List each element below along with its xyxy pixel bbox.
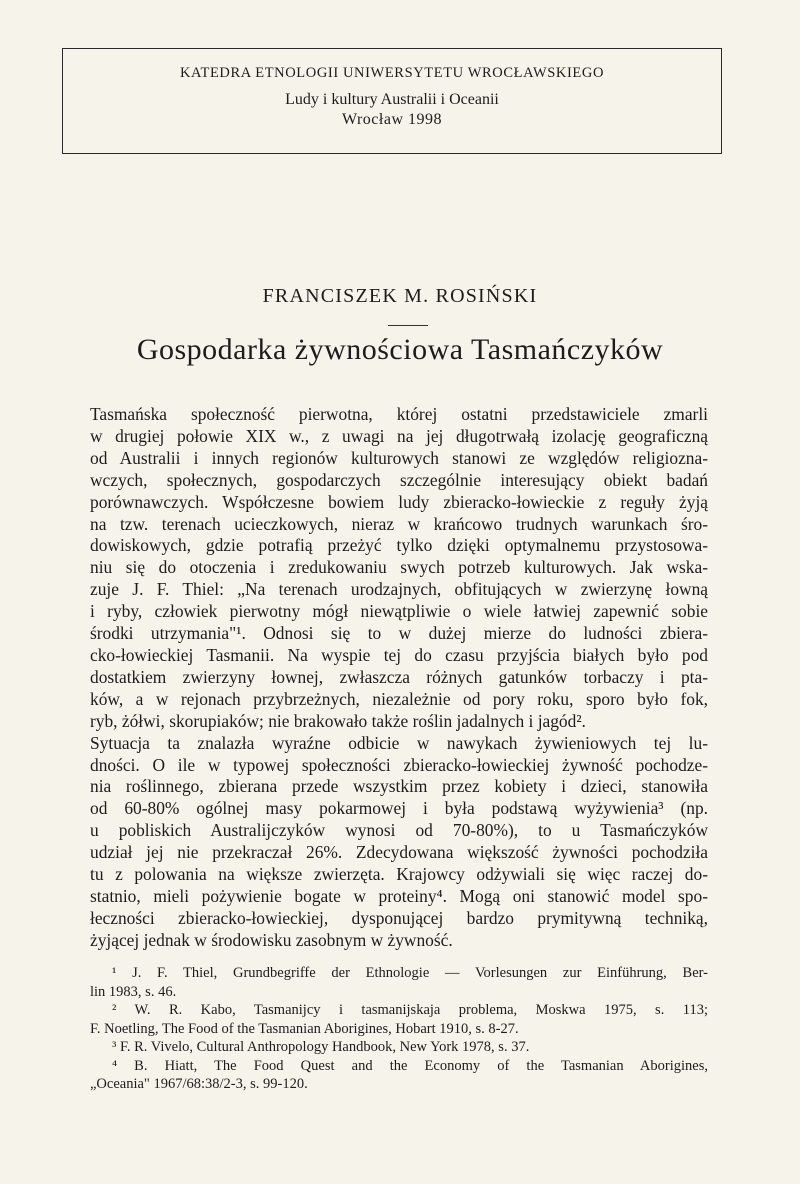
- text-line: w drugiej połowie XIX w., z uwagi na jej długotrwałą izolację geograficzną: [90, 425, 708, 446]
- text-line: Tasmańska społeczność pierwotna, której ostatni przedstawiciele zmarli: [90, 404, 708, 424]
- article-body: [90, 404, 708, 952]
- text-line: łeczności zbieracko-łowieckiej, dysponującej bardzo prymitywną techniką,: [90, 907, 708, 928]
- footnote: [90, 964, 708, 1001]
- text-line: cko-łowieckiej Tasmanii. Na wyspie tej do czasu przyjścia białych było pod: [90, 644, 708, 665]
- text-line: Sytuacja ta znalazła wyraźne odbicie w nawykach żywieniowych tej lu-: [90, 732, 708, 753]
- place-and-year: Wrocław 1998: [342, 111, 442, 128]
- institution-name: KATEDRA ETNOLOGII UNIWERSYTETU WROCŁAWSKIEGO: [179, 65, 605, 81]
- text-line: udział jej nie przekraczał 26%. Zdecydowana większość żywności pochodziła: [90, 842, 708, 863]
- title-divider: [388, 325, 428, 326]
- text-line: u pobliskich Australijczyków wynosi od 70-80%), to u Tasmańczyków: [90, 820, 708, 841]
- text-line: statnio, mieli pożywienie bogate w proteiny⁴. Mogą oni stanowić model spo-: [90, 885, 708, 906]
- text-line: żyjącej jednak w środowisku zasobnym w żywność.: [90, 929, 453, 950]
- text-line: niu się do otoczenia i zredukowaniu swych potrzeb kulturowych. Jak wska-: [90, 557, 708, 578]
- text-line: dności. O ile w typowej społeczności zbieracko-łowieckiej żywność pochodze-: [90, 754, 708, 775]
- text-line: tu z polowania na większe zwierzęta. Krajowcy odżywiali się więc raczej do-: [90, 864, 708, 885]
- text-line: zuje J. F. Thiel: „Na terenach urodzajnych, obfitujących w zwierzynę łowną: [90, 579, 708, 600]
- footnote-line: ² W. R. Kabo, Tasmanijcy i tasmanijskaja problema, Moskwa 1975, s. 113;: [112, 1002, 708, 1018]
- text-line: wczych, społecznych, gospodarczych szczególnie interesujący obiekt badań: [90, 469, 708, 490]
- footnote-line: „Oceania" 1967/68:38/2-3, s. 99-120.: [90, 1076, 308, 1092]
- text-line: ryb, żółwi, skorupiaków; nie brakowało także roślin jadalnych i jagód².: [90, 710, 586, 731]
- footnote-line: F. Noetling, The Food of the Tasmanian Aborigines, Hobart 1910, s. 8-27.: [90, 1020, 519, 1037]
- series-title: Ludy i kultury Australii i Oceanii: [285, 91, 499, 108]
- body-paragraph: [90, 404, 708, 733]
- body-paragraph: [90, 733, 708, 952]
- footnotes: [90, 964, 708, 1094]
- footnote-line: ⁴ B. Hiatt, The Food Quest and the Economy of the Tasmanian Aborigines,: [112, 1057, 708, 1074]
- text-line: ków, a w rejonach przybrzeżnych, niezależnie od pory roku, sporo było fok,: [90, 688, 708, 709]
- journal-header-box: [62, 48, 722, 154]
- footnote: [90, 1057, 708, 1094]
- text-line: porównawczych. Współczesne bowiem ludy zbieracko-łowieckie z reguły żyją: [90, 491, 708, 512]
- text-line: dostatkiem zwierzyny łownej, zwłaszcza różnych gatunków torbaczy i pta-: [90, 666, 708, 687]
- text-line: środki utrzymania"¹. Odnosi się to w dużej mierze do ludności zbiera-: [90, 623, 708, 644]
- footnote: [90, 1001, 708, 1038]
- text-line: od Australii i innych regionów kulturowych stanowi ze względów religiozna-: [90, 447, 708, 468]
- text-line: na tzw. terenach ucieczkowych, nieraz w krańcowo trudnych warunkach śro-: [90, 513, 708, 534]
- footnote-line: ¹ J. F. Thiel, Grundbegriffe der Ethnologie — Vorlesungen zur Einführung, Ber-: [112, 965, 708, 981]
- article-title: Gospodarka żywnościowa Tasmańczyków: [136, 333, 664, 366]
- text-line: od 60-80% ogólnej masy pokarmowej i była podstawą wyżywienia³ (np.: [90, 798, 708, 819]
- text-line: i ryby, człowiek pierwotny mógł niewątpliwie o wiele łatwiej zapewnić sobie: [90, 601, 708, 622]
- text-line: dowiskowych, gdzie potrafią przeżyć tylko dzięki optymalnemu przystosowa-: [90, 535, 708, 556]
- article-author: FRANCISZEK M. ROSIŃSKI: [262, 285, 538, 307]
- footnote-line: lin 1983, s. 46.: [90, 983, 177, 1000]
- text-line: nia roślinnego, zbierana przede wszystkim przez kobiety i dzieci, stanowiła: [90, 776, 708, 797]
- footnote-line: ³ F. R. Vivelo, Cultural Anthropology Handbook, New York 1978, s. 37.: [112, 1039, 530, 1055]
- footnote: [90, 1038, 708, 1057]
